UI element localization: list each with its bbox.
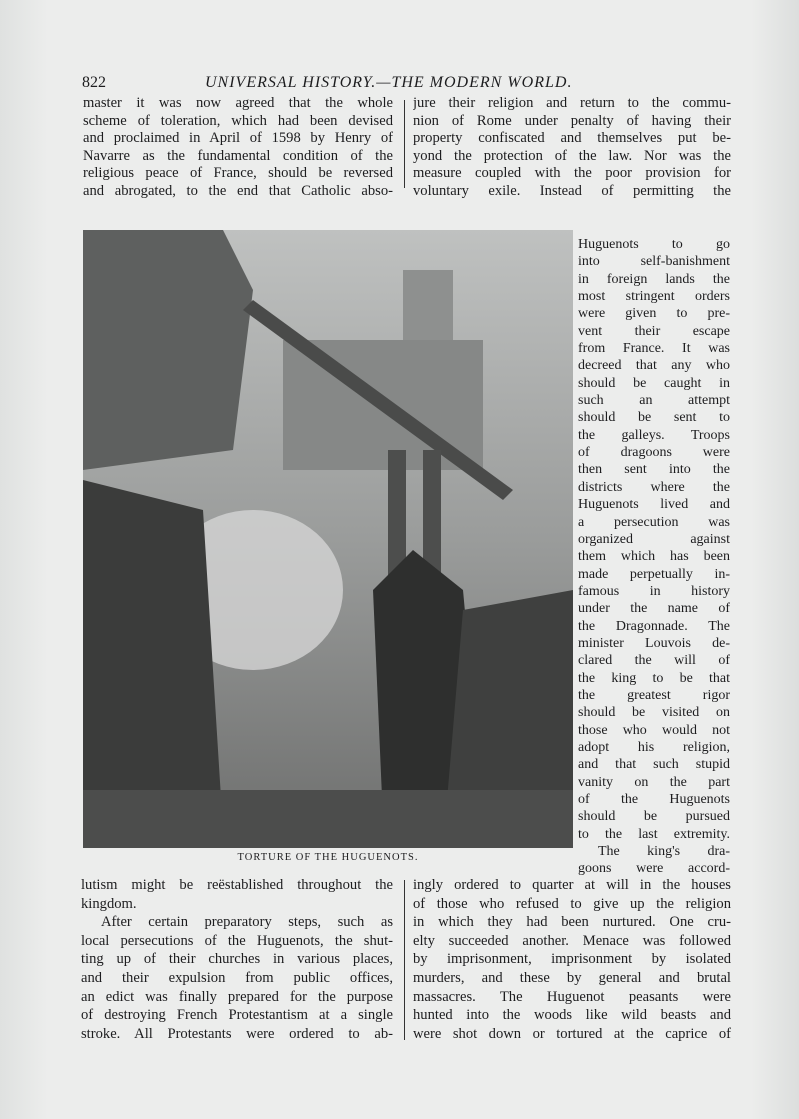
text-column-bottom-right xyxy=(413,876,731,1043)
text-line: of destroying French Protestantism at a single xyxy=(81,1007,393,1024)
text-line: goons were accord- xyxy=(578,861,730,877)
text-line: made perpetually in- xyxy=(578,566,730,582)
text-line: After certain preparatory steps, such as xyxy=(101,914,393,931)
text-line: jure their religion and return to the commu- xyxy=(413,95,731,111)
text-line: Huguenots to go xyxy=(578,237,730,252)
text-line: and abrogated, to the end that Catholic abso- xyxy=(83,182,393,199)
text-line: such an attempt xyxy=(578,393,730,409)
text-line: master it was now agreed that the whole xyxy=(83,95,393,111)
text-column-bottom-left xyxy=(81,876,393,1043)
text-line: of dragoons were xyxy=(578,445,730,461)
text-line: the king to be that xyxy=(578,670,730,686)
text-line: in foreign lands the xyxy=(578,271,730,287)
text-line: should be visited on xyxy=(578,705,730,721)
text-line: voluntary exile. Instead of permitting the xyxy=(413,182,731,199)
text-line: property confiscated and themselves put be- xyxy=(413,130,731,147)
text-line: the greatest rigor xyxy=(578,687,730,703)
text-line: scheme of toleration, which had been devised xyxy=(83,112,393,129)
text-line: an edict was finally prepared for the purpose xyxy=(81,988,393,1005)
text-line: elty succeeded another. Menace was followed xyxy=(413,932,731,949)
running-head: UNIVERSAL HISTORY.—THE MODERN WORLD. xyxy=(205,74,573,91)
text-line: Navarre as the fundamental condition of the xyxy=(83,147,393,164)
text-line: stroke. All Protestants were ordered to ab- xyxy=(81,1025,393,1042)
text-line: most stringent orders xyxy=(578,289,730,305)
text-line: kingdom. xyxy=(81,895,137,912)
text-line: were given to pre- xyxy=(578,306,730,322)
text-line: murders, and these by general and brutal xyxy=(413,969,731,986)
text-line: Huguenots lived and xyxy=(578,497,730,513)
text-line: and that such stupid xyxy=(578,757,730,773)
text-line: and their expulsion from public offices, xyxy=(81,969,393,986)
text-line: ingly ordered to quarter at will in the houses xyxy=(413,877,731,893)
text-line: a persecution was xyxy=(578,514,730,530)
text-line: religious peace of France, should be reversed xyxy=(83,165,393,182)
text-line: should be pursued xyxy=(578,809,730,825)
text-line: famous in history xyxy=(578,583,730,599)
text-line: into self-banishment xyxy=(578,254,730,270)
text-line: organized against xyxy=(578,531,730,547)
text-line: under the name of xyxy=(578,601,730,617)
page-number: 822 xyxy=(82,74,106,91)
text-column-top-left xyxy=(83,95,393,201)
text-line: from France. It was xyxy=(578,341,730,357)
text-line: local persecutions of the Huguenots, the shut- xyxy=(81,932,393,949)
text-line: and proclaimed in April of 1598 by Henry of xyxy=(83,130,393,147)
text-line: then sent into the xyxy=(578,462,730,478)
text-line: districts where the xyxy=(578,479,730,495)
text-line: vent their escape xyxy=(578,323,730,339)
text-line: adopt his religion, xyxy=(578,739,730,755)
text-line: in which they had been nurtured. One cru- xyxy=(413,914,731,931)
column-divider xyxy=(404,100,405,188)
column-divider xyxy=(404,880,405,1040)
text-line: the galleys. Troops xyxy=(578,427,730,443)
text-line: minister Louvois de- xyxy=(578,635,730,651)
text-line: decreed that any who xyxy=(578,358,730,374)
text-line: by imprisonment, imprisonment by isolated xyxy=(413,951,731,968)
text-line: of those who refused to give up the religion xyxy=(413,895,731,912)
text-line: The king's dra- xyxy=(598,844,730,860)
text-line: should be caught in xyxy=(578,375,730,391)
text-line: measure coupled with the poor provision for xyxy=(413,165,731,182)
text-line: the Dragonnade. The xyxy=(578,618,730,634)
text-line: ting up of their churches in various places, xyxy=(81,951,393,968)
text-line: clared the will of xyxy=(578,653,730,669)
text-line: nion of Rome under penalty of having their xyxy=(413,112,731,129)
illustration-caption: TORTURE OF THE HUGUENOTS. xyxy=(237,852,419,863)
text-line: massacres. The Huguenot peasants were xyxy=(413,988,731,1005)
engraving-illustration xyxy=(83,230,573,848)
text-line: were shot down or tortured at the caprice of xyxy=(413,1025,731,1042)
text-line: yond the protection of the law. Nor was the xyxy=(413,147,731,164)
text-line: of the Huguenots xyxy=(578,792,730,807)
text-line: vanity on the part xyxy=(578,774,730,790)
text-column-top-right xyxy=(413,95,731,201)
text-line: those who would not xyxy=(578,722,730,738)
text-line: them which has been xyxy=(578,549,730,565)
text-line: to the last extremity. xyxy=(578,826,730,842)
text-line: lutism might be reëstablished throughout the xyxy=(81,877,393,893)
text-column-side xyxy=(578,236,730,878)
text-line: hunted into the woods like wild beasts and xyxy=(413,1007,731,1024)
text-line: should be sent to xyxy=(578,410,730,426)
